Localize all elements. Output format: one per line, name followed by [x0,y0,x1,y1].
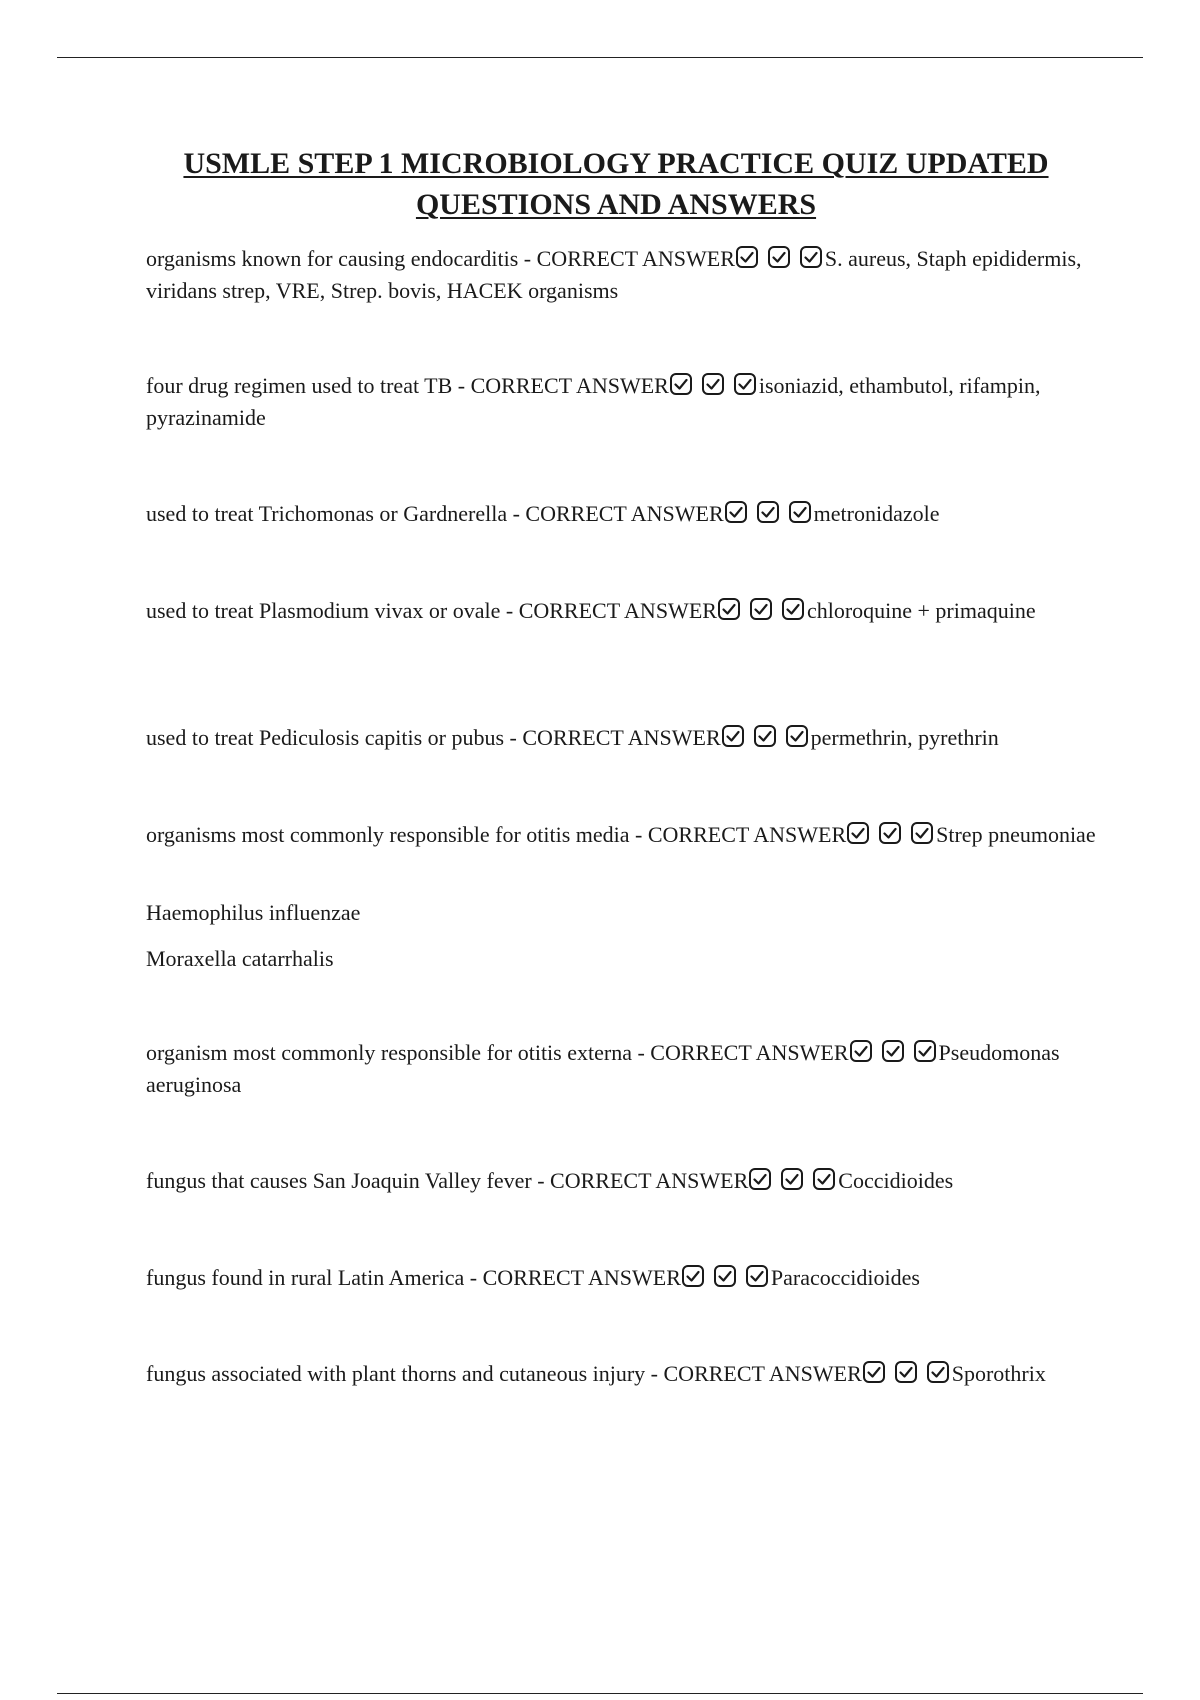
checkbox-checked-icon [713,1264,737,1288]
checkbox-checked-icon [756,500,780,524]
check-group [669,373,759,398]
qa-item [146,595,1106,627]
checkbox-checked-icon [849,1039,873,1063]
question-text: fungus found in rural Latin America - CORRECT ANSWER [146,1265,681,1290]
checkbox-checked-icon [846,821,870,845]
answer-text: chloroquine + primaquine [806,598,1036,623]
checkbox-checked-icon [799,245,823,269]
answer-text: metronidazole [813,501,940,526]
checkbox-checked-icon [669,372,693,396]
check-group [849,1040,939,1065]
checkbox-checked-icon [781,597,805,621]
qa-item [146,1037,1106,1101]
checkbox-checked-icon [753,724,777,748]
checkbox-checked-icon [701,372,725,396]
check-group [846,822,936,847]
answer-text: permethrin, pyrethrin [810,725,999,750]
checkbox-checked-icon [724,500,748,524]
checkbox-checked-icon [862,1360,886,1384]
answer-text: S. aureus, Staph epididermis, viridans strep, VRE, Strep. bovis, HACEK organisms [146,246,1082,303]
qa-item [146,722,1106,754]
check-group [735,246,825,271]
qa-item [146,1358,1106,1390]
qa-item [146,498,1106,530]
checkbox-checked-icon [881,1039,905,1063]
check-group [862,1361,952,1386]
qa-item [146,370,1106,434]
answer-text: Sporothrix [951,1361,1046,1386]
checkbox-checked-icon [733,372,757,396]
checkbox-checked-icon [785,724,809,748]
answer-text: isoniazid, ethambutol, rifampin, pyrazinamide [146,373,1041,430]
qa-item [146,819,1106,851]
checkbox-checked-icon [878,821,902,845]
question-text: organisms known for causing endocarditis - CORRECT ANSWER [146,246,735,271]
answer-text: Strep pneumoniae [936,822,1096,847]
qa-item [146,1165,1106,1197]
checkbox-checked-icon [812,1167,836,1191]
answer-text: Coccidioides [838,1168,954,1193]
checkbox-checked-icon [749,597,773,621]
checkbox-checked-icon [788,500,812,524]
qa-item [146,243,1106,307]
question-text: used to treat Trichomonas or Gardnerella - CORRECT ANSWER [146,501,724,526]
checkbox-checked-icon [780,1167,804,1191]
check-group [717,598,807,623]
question-text: fungus associated with plant thorns and cutaneous injury - CORRECT ANSWER [146,1361,862,1386]
question-text: organism most commonly responsible for otitis externa - CORRECT ANSWER [146,1040,849,1065]
question-text: used to treat Plasmodium vivax or ovale - CORRECT ANSWER [146,598,717,623]
document-title [120,143,1112,225]
checkbox-checked-icon [767,245,791,269]
checkbox-checked-icon [913,1039,937,1063]
answer-text: Paracoccidioides [770,1265,920,1290]
checkbox-checked-icon [748,1167,772,1191]
check-group [681,1265,771,1290]
checkbox-checked-icon [681,1264,705,1288]
answer-extra-line: Moraxella catarrhalis [146,946,334,971]
question-text: fungus that causes San Joaquin Valley fever - CORRECT ANSWER [146,1168,749,1193]
check-group [724,501,814,526]
question-text: organisms most commonly responsible for otitis media - CORRECT ANSWER [146,822,847,847]
checkbox-checked-icon [735,245,759,269]
question-text: used to treat Pediculosis capitis or pubus - CORRECT ANSWER [146,725,721,750]
header-rule [57,57,1143,58]
checkbox-checked-icon [717,597,741,621]
answer-extra-line: Haemophilus influenzae [146,900,361,925]
check-group [721,725,811,750]
checkbox-checked-icon [926,1360,950,1384]
checkbox-checked-icon [910,821,934,845]
answer-text: Pseudomonas aeruginosa [146,1040,1060,1097]
qa-item [146,1262,1106,1294]
title-line-2: QUESTIONS AND ANSWERS [415,188,817,221]
question-text: four drug regimen used to treat TB - CORRECT ANSWER [146,373,669,398]
checkbox-checked-icon [721,724,745,748]
checkbox-checked-icon [894,1360,918,1384]
footer-rule [57,1693,1143,1694]
title-line-1: USMLE STEP 1 MICROBIOLOGY PRACTICE QUIZ UPDATED [183,147,1049,180]
check-group [748,1168,838,1193]
checkbox-checked-icon [745,1264,769,1288]
